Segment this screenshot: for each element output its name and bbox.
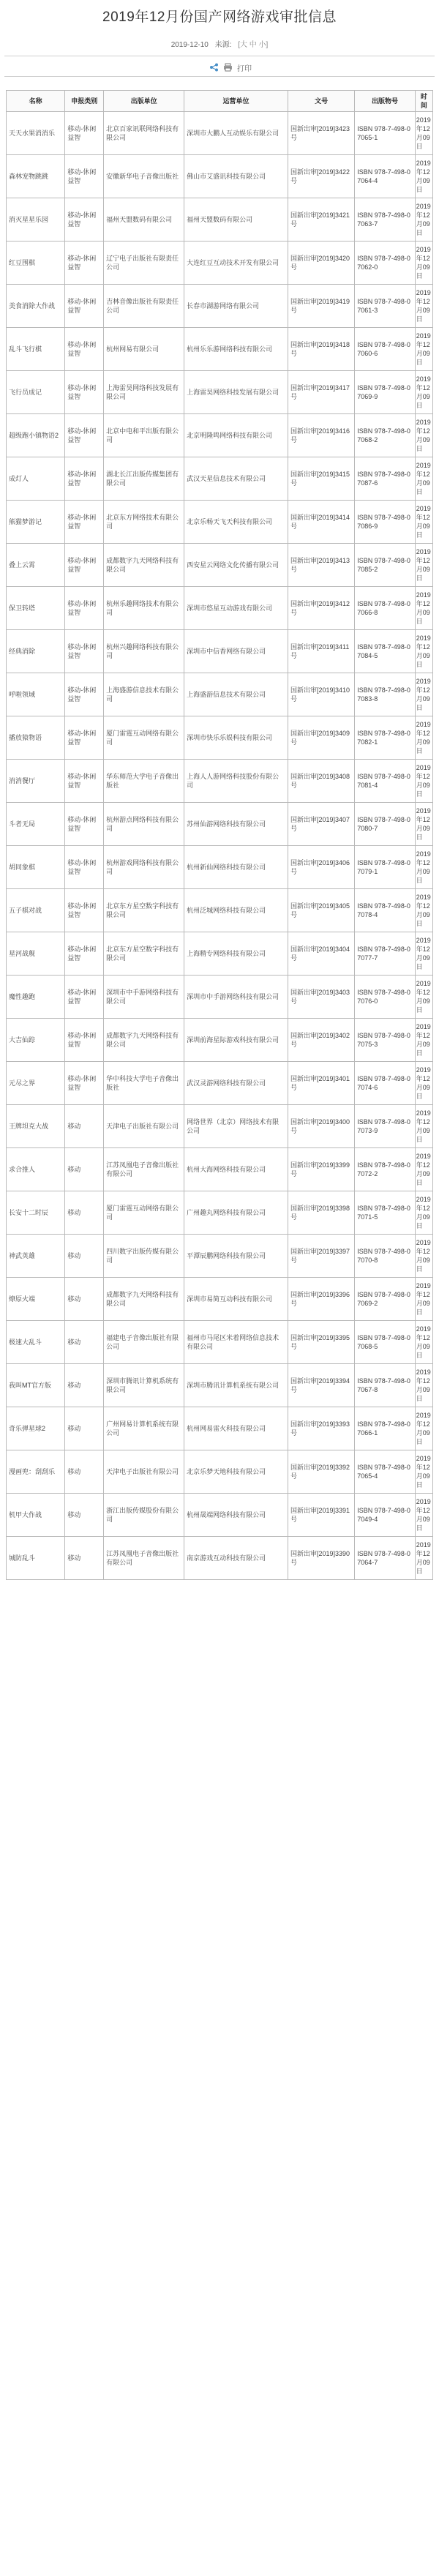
approval-date-cell: 2019年12月09日 [415,242,432,285]
category-cell: 移动-休闲益智 [65,716,104,760]
isbn-cell: ISBN 978-7-498-07083-8 [355,673,416,716]
game-name-cell: 我叫MT官方版 [7,1364,65,1407]
category-cell: 移动-休闲益智 [65,587,104,630]
category-cell: 移动-休闲益智 [65,112,104,155]
share-icon[interactable] [209,63,219,72]
document-number-cell: 国新出审[2019]3398号 [288,1191,354,1235]
operator-cell: 深圳市易简互动科技有限公司 [184,1278,288,1321]
document-number-cell: 国新出审[2019]3393号 [288,1407,354,1450]
approval-table [6,90,433,1580]
document-number-cell: 国新出审[2019]3404号 [288,932,354,976]
table-row [7,457,433,501]
game-name-cell: 星河战舰 [7,932,65,976]
operator-cell: 福州天盟数码有限公司 [184,198,288,242]
category-cell: 移动 [65,1235,104,1278]
publisher-cell: 厦门雷霆互动网络有限公司 [104,1191,184,1235]
category-cell: 移动-休闲益智 [65,976,104,1019]
column-header-date: 时间 [415,91,432,112]
publisher-cell: 天津电子出版社有限公司 [104,1450,184,1494]
isbn-cell: ISBN 978-7-498-07081-4 [355,760,416,803]
column-header-publisher: 出版单位 [104,91,184,112]
category-cell: 移动-休闲益智 [65,630,104,673]
operator-cell: 上海盛游信息技术有限公司 [184,673,288,716]
document-number-cell: 国新出审[2019]3410号 [288,673,354,716]
game-name-cell: 红豆围棋 [7,242,65,285]
isbn-cell: ISBN 978-7-498-07086-9 [355,501,416,544]
operator-cell: 上海雷昊网络科技发展有限公司 [184,371,288,414]
document-number-cell: 国新出审[2019]3415号 [288,457,354,501]
approval-date-cell: 2019年12月09日 [415,285,432,328]
publisher-cell: 成都数字九天网络科技有限公司 [104,544,184,587]
publisher-cell: 江苏凤凰电子音像出版社有限公司 [104,1537,184,1580]
category-cell: 移动 [65,1278,104,1321]
operator-cell: 武汉灵游网络科技有限公司 [184,1062,288,1105]
table-row [7,673,433,716]
font-size-switcher[interactable]: [大 中 小] [238,41,269,49]
document-number-cell: 国新出审[2019]3391号 [288,1494,354,1537]
isbn-cell: ISBN 978-7-498-07080-7 [355,803,416,846]
publisher-cell: 深圳市腾讯计算机系统有限公司 [104,1364,184,1407]
publisher-cell: 北京东方星空数字科技有限公司 [104,932,184,976]
approval-date-cell: 2019年12月09日 [415,457,432,501]
approval-date-cell: 2019年12月09日 [415,1062,432,1105]
game-name-cell: 斗者无局 [7,803,65,846]
isbn-cell: ISBN 978-7-498-07066-8 [355,587,416,630]
table-row [7,414,433,457]
approval-date-cell: 2019年12月09日 [415,1321,432,1364]
publisher-cell: 华东师范大学电子音像出版社 [104,760,184,803]
article-toolbar [209,61,252,74]
document-number-cell: 国新出审[2019]3414号 [288,501,354,544]
table-row [7,1537,433,1580]
category-cell: 移动 [65,1191,104,1235]
document-number-cell: 国新出审[2019]3401号 [288,1062,354,1105]
isbn-cell: ISBN 978-7-498-07087-6 [355,457,416,501]
category-cell: 移动-休闲益智 [65,371,104,414]
operator-cell: 北京明隆鸣网络科技有限公司 [184,414,288,457]
approval-date-cell: 2019年12月09日 [415,371,432,414]
table-row [7,630,433,673]
game-name-cell: 求合推人 [7,1148,65,1191]
document-number-cell: 国新出审[2019]3395号 [288,1321,354,1364]
isbn-cell: ISBN 978-7-498-07077-7 [355,932,416,976]
approval-date-cell: 2019年12月09日 [415,1494,432,1537]
publisher-cell: 华中科技大学电子音像出版社 [104,1062,184,1105]
table-header-row [7,91,433,112]
publisher-cell: 成都数字九天网络科技有限公司 [104,1019,184,1062]
isbn-cell: ISBN 978-7-498-07069-9 [355,371,416,414]
document-number-cell: 国新出审[2019]3421号 [288,198,354,242]
approval-date-cell: 2019年12月09日 [415,846,432,889]
publisher-cell: 安徽新华电子音像出版社 [104,155,184,198]
operator-cell: 深圳市中信香网络有限公司 [184,630,288,673]
isbn-cell: ISBN 978-7-498-07084-5 [355,630,416,673]
approval-date-cell: 2019年12月09日 [415,1019,432,1062]
table-row [7,1278,433,1321]
table-row [7,1148,433,1191]
game-name-cell: 长安十二时辰 [7,1191,65,1235]
approval-date-cell: 2019年12月09日 [415,630,432,673]
game-name-cell: 熊猫梦游记 [7,501,65,544]
table-row [7,328,433,371]
game-name-cell: 成灯人 [7,457,65,501]
table-row [7,1191,433,1235]
isbn-cell: ISBN 978-7-498-07067-8 [355,1364,416,1407]
category-cell: 移动 [65,1407,104,1450]
isbn-cell: ISBN 978-7-498-07078-4 [355,889,416,932]
isbn-cell: ISBN 978-7-498-07065-4 [355,1450,416,1494]
publisher-cell: 四川数字出版传媒有限公司 [104,1235,184,1278]
operator-cell: 深圳市悠星互动游戏有限公司 [184,587,288,630]
isbn-cell: ISBN 978-7-498-07063-7 [355,198,416,242]
category-cell: 移动 [65,1364,104,1407]
isbn-cell: ISBN 978-7-498-07064-4 [355,155,416,198]
publisher-cell: 吉林音像出版社有限责任公司 [104,285,184,328]
game-name-cell: 乱斗飞行棋 [7,328,65,371]
operator-cell: 杭州网易雷火科技有限公司 [184,1407,288,1450]
table-row [7,1105,433,1148]
category-cell: 移动 [65,1148,104,1191]
operator-cell: 西安星云网络文化传播有限公司 [184,544,288,587]
operator-cell: 福州市马尾区米着网络信息技术有限公司 [184,1321,288,1364]
operator-cell: 杭州新仙网络科技有限公司 [184,846,288,889]
approval-date-cell: 2019年12月09日 [415,1148,432,1191]
approval-date-cell: 2019年12月09日 [415,1278,432,1321]
isbn-cell: ISBN 978-7-498-07074-6 [355,1062,416,1105]
operator-cell: 大连红豆互动技术开发有限公司 [184,242,288,285]
table-row [7,544,433,587]
operator-cell: 佛山市艾盛讯科技有限公司 [184,155,288,198]
operator-cell: 深圳市大鹏人互动娱乐有限公司 [184,112,288,155]
game-name-cell: 经典消除 [7,630,65,673]
category-cell: 移动-休闲益智 [65,673,104,716]
approval-date-cell: 2019年12月09日 [415,328,432,371]
category-cell: 移动-休闲益智 [65,414,104,457]
category-cell: 移动-休闲益智 [65,155,104,198]
publisher-cell: 杭州游点网络科技有限公司 [104,803,184,846]
table-row [7,155,433,198]
table-row [7,112,433,155]
operator-cell: 深圳市快乐乐娱科技有限公司 [184,716,288,760]
category-cell: 移动 [65,1450,104,1494]
isbn-cell: ISBN 978-7-498-07065-1 [355,112,416,155]
source-label: 来源: [214,41,232,49]
game-name-cell: 大吉仙踪 [7,1019,65,1062]
publisher-cell: 福州天盟数码有限公司 [104,198,184,242]
approval-date-cell: 2019年12月09日 [415,1537,432,1580]
approval-date-cell: 2019年12月09日 [415,1364,432,1407]
category-cell: 移动-休闲益智 [65,198,104,242]
document-number-cell: 国新出审[2019]3408号 [288,760,354,803]
operator-cell: 上海精专网络科技有限公司 [184,932,288,976]
table-row [7,1062,433,1105]
table-row [7,1235,433,1278]
operator-cell: 北京乐畅天飞天科技有限公司 [184,501,288,544]
approval-date-cell: 2019年12月09日 [415,198,432,242]
game-name-cell: 魔性趣跑 [7,976,65,1019]
column-header-category: 申报类别 [65,91,104,112]
isbn-cell: ISBN 978-7-498-07070-8 [355,1235,416,1278]
isbn-cell: ISBN 978-7-498-07068-2 [355,414,416,457]
approval-date-cell: 2019年12月09日 [415,112,432,155]
table-row [7,501,433,544]
publisher-cell: 北京东方星空数字科技有限公司 [104,889,184,932]
table-row [7,976,433,1019]
game-name-cell: 飞行员成记 [7,371,65,414]
approval-date-cell: 2019年12月09日 [415,1407,432,1450]
isbn-cell: ISBN 978-7-498-07049-4 [355,1494,416,1537]
operator-cell: 广州趣丸网络科技有限公司 [184,1191,288,1235]
game-name-cell: 五子棋对战 [7,889,65,932]
isbn-cell: ISBN 978-7-498-07071-5 [355,1191,416,1235]
publisher-cell: 厦门雷霆互动网络有限公司 [104,716,184,760]
category-cell: 移动-休闲益智 [65,285,104,328]
publisher-cell: 天津电子出版社有限公司 [104,1105,184,1148]
table-row [7,760,433,803]
publisher-cell: 杭州兴趣网络科技有限公司 [104,630,184,673]
document-number-cell: 国新出审[2019]3422号 [288,155,354,198]
operator-cell: 深圳前海星际游戏科技有限公司 [184,1019,288,1062]
document-number-cell: 国新出审[2019]3419号 [288,285,354,328]
category-cell: 移动-休闲益智 [65,846,104,889]
approval-date-cell: 2019年12月09日 [415,155,432,198]
operator-cell: 苏州仙游网络科技有限公司 [184,803,288,846]
operator-cell: 杭州晟端网络科技有限公司 [184,1494,288,1537]
isbn-cell: ISBN 978-7-498-07066-1 [355,1407,416,1450]
game-name-cell: 森林宠物跳跳 [7,155,65,198]
game-name-cell: 漫画兜：刮刮乐 [7,1450,65,1494]
game-name-cell: 城防乱斗 [7,1537,65,1580]
table-row [7,371,433,414]
approval-date-cell: 2019年12月09日 [415,803,432,846]
document-number-cell: 国新出审[2019]3413号 [288,544,354,587]
approval-date-cell: 2019年12月09日 [415,760,432,803]
publisher-cell: 浙江出版传媒股份有限公司 [104,1494,184,1537]
column-header-operator: 运营单位 [184,91,288,112]
document-number-cell: 国新出审[2019]3396号 [288,1278,354,1321]
game-name-cell: 保卫转塔 [7,587,65,630]
approval-date-cell: 2019年12月09日 [415,501,432,544]
document-number-cell: 国新出审[2019]3411号 [288,630,354,673]
game-name-cell: 超级跑小镇物语2 [7,414,65,457]
operator-cell: 武汉天星信息技术有限公司 [184,457,288,501]
approval-date-cell: 2019年12月09日 [415,1105,432,1148]
operator-cell: 杭州乐乐游网络科技有限公司 [184,328,288,371]
table-row [7,1019,433,1062]
category-cell: 移动 [65,1321,104,1364]
category-cell: 移动 [65,1537,104,1580]
table-row [7,803,433,846]
game-name-cell: 呼啦领域 [7,673,65,716]
document-number-cell: 国新出审[2019]3403号 [288,976,354,1019]
approval-date-cell: 2019年12月09日 [415,716,432,760]
document-number-cell: 国新出审[2019]3397号 [288,1235,354,1278]
game-name-cell: 消灭星星乐园 [7,198,65,242]
print-link[interactable]: 打印 [237,64,252,73]
approval-date-cell: 2019年12月09日 [415,414,432,457]
game-name-cell: 王牌坦克大战 [7,1105,65,1148]
table-row [7,285,433,328]
publisher-cell: 杭州网易有限公司 [104,328,184,371]
document-number-cell: 国新出审[2019]3406号 [288,846,354,889]
approval-date-cell: 2019年12月09日 [415,673,432,716]
publisher-cell: 北京百家讯联网络科技有限公司 [104,112,184,155]
document-number-cell: 国新出审[2019]3402号 [288,1019,354,1062]
approval-date-cell: 2019年12月09日 [415,1235,432,1278]
operator-cell: 杭州泛城网络科技有限公司 [184,889,288,932]
category-cell: 移动-休闲益智 [65,328,104,371]
table-row [7,242,433,285]
isbn-cell: ISBN 978-7-498-07076-0 [355,976,416,1019]
toolbar-divider [4,76,435,77]
publisher-cell: 江苏凤凰电子音像出版社有限公司 [104,1148,184,1191]
game-name-cell: 胡同象棋 [7,846,65,889]
document-number-cell: 国新出审[2019]3417号 [288,371,354,414]
publisher-cell: 北京中电和平出版有限公司 [104,414,184,457]
document-number-cell: 国新出审[2019]3409号 [288,716,354,760]
category-cell: 移动 [65,1494,104,1537]
game-name-cell: 消消餐厅 [7,760,65,803]
publisher-cell: 广州网易计算机系统有限公司 [104,1407,184,1450]
category-cell: 移动 [65,1105,104,1148]
column-header-document-no: 文号 [288,91,354,112]
isbn-cell: ISBN 978-7-498-07079-1 [355,846,416,889]
approval-date-cell: 2019年12月09日 [415,1450,432,1494]
table-row [7,846,433,889]
isbn-cell: ISBN 978-7-498-07085-2 [355,544,416,587]
publisher-cell: 成都数字九天网络科技有限公司 [104,1278,184,1321]
game-name-cell: 美食消除大作战 [7,285,65,328]
document-number-cell: 国新出审[2019]3390号 [288,1537,354,1580]
category-cell: 移动-休闲益智 [65,1019,104,1062]
operator-cell: 长春市湖游网络有限公司 [184,285,288,328]
game-name-cell: 奇乐弹星球2 [7,1407,65,1450]
operator-cell: 南京游戏互动科技有限公司 [184,1537,288,1580]
isbn-cell: ISBN 978-7-498-07068-5 [355,1321,416,1364]
table-row [7,889,433,932]
table-row [7,1321,433,1364]
publisher-cell: 湖北长江出版传媒集团有限公司 [104,457,184,501]
publisher-cell: 上海盛游信息技术有限公司 [104,673,184,716]
category-cell: 移动-休闲益智 [65,760,104,803]
table-row [7,716,433,760]
publisher-cell: 上海雷昊网络科技发展有限公司 [104,371,184,414]
table-row [7,587,433,630]
isbn-cell: ISBN 978-7-498-07064-7 [355,1537,416,1580]
document-number-cell: 国新出审[2019]3418号 [288,328,354,371]
document-number-cell: 国新出审[2019]3399号 [288,1148,354,1191]
document-number-cell: 国新出审[2019]3412号 [288,587,354,630]
document-number-cell: 国新出审[2019]3420号 [288,242,354,285]
game-name-cell: 燎原火端 [7,1278,65,1321]
category-cell: 移动-休闲益智 [65,242,104,285]
article-meta [0,38,439,49]
game-name-cell: 播放猿物语 [7,716,65,760]
isbn-cell: ISBN 978-7-498-07072-2 [355,1148,416,1191]
table-row [7,1407,433,1450]
column-header-isbn: 出版物号 [355,91,416,112]
isbn-cell: ISBN 978-7-498-07061-3 [355,285,416,328]
publisher-cell: 福建电子音像出版社有限公司 [104,1321,184,1364]
isbn-cell: ISBN 978-7-498-07060-6 [355,328,416,371]
isbn-cell: ISBN 978-7-498-07062-0 [355,242,416,285]
category-cell: 移动-休闲益智 [65,457,104,501]
publisher-cell: 深圳市中手游网络科技有限公司 [104,976,184,1019]
operator-cell: 北京乐梦天地科技有限公司 [184,1450,288,1494]
isbn-cell: ISBN 978-7-498-07069-2 [355,1278,416,1321]
publisher-cell: 北京东方网络技术有限公司 [104,501,184,544]
approval-date-cell: 2019年12月09日 [415,932,432,976]
game-name-cell: 机甲大作战 [7,1494,65,1537]
isbn-cell: ISBN 978-7-498-07082-1 [355,716,416,760]
operator-cell: 深圳市腾讯计算机系统有限公司 [184,1364,288,1407]
category-cell: 移动-休闲益智 [65,803,104,846]
document-number-cell: 国新出审[2019]3392号 [288,1450,354,1494]
print-icon[interactable] [223,63,233,72]
table-row [7,932,433,976]
category-cell: 移动-休闲益智 [65,932,104,976]
category-cell: 移动-休闲益智 [65,1062,104,1105]
table-row [7,1450,433,1494]
game-name-cell: 极速大乱斗 [7,1321,65,1364]
isbn-cell: ISBN 978-7-498-07075-3 [355,1019,416,1062]
publisher-cell: 杭州乐趣网络技术有限公司 [104,587,184,630]
game-name-cell: 神武英雄 [7,1235,65,1278]
document-number-cell: 国新出审[2019]3405号 [288,889,354,932]
approval-date-cell: 2019年12月09日 [415,1191,432,1235]
game-name-cell: 元尽之界 [7,1062,65,1105]
game-name-cell: 叠上云霄 [7,544,65,587]
table-row [7,198,433,242]
operator-cell: 深圳市中手游网络科技有限公司 [184,976,288,1019]
approval-date-cell: 2019年12月09日 [415,889,432,932]
column-header-name: 名称 [7,91,65,112]
page-title: 2019年12月份国产网络游戏审批信息 [102,10,337,25]
document-number-cell: 国新出审[2019]3394号 [288,1364,354,1407]
category-cell: 移动-休闲益智 [65,889,104,932]
document-number-cell: 国新出审[2019]3416号 [288,414,354,457]
approval-date-cell: 2019年12月09日 [415,587,432,630]
isbn-cell: ISBN 978-7-498-07073-9 [355,1105,416,1148]
publisher-cell: 辽宁电子出版社有限责任公司 [104,242,184,285]
document-number-cell: 国新出审[2019]3400号 [288,1105,354,1148]
operator-cell: 平潭辰鹏网络科技有限公司 [184,1235,288,1278]
approval-date-cell: 2019年12月09日 [415,544,432,587]
category-cell: 移动-休闲益智 [65,501,104,544]
publish-date: 2019-12-10 [170,41,209,49]
approval-date-cell: 2019年12月09日 [415,976,432,1019]
operator-cell: 杭州大海网络科技有限公司 [184,1148,288,1191]
operator-cell: 上海人人游网络科技股份有限公司 [184,760,288,803]
table-body [7,112,433,1580]
document-number-cell: 国新出审[2019]3407号 [288,803,354,846]
table-row [7,1364,433,1407]
game-name-cell: 天天水果消消乐 [7,112,65,155]
table-row [7,1494,433,1537]
category-cell: 移动-休闲益智 [65,544,104,587]
operator-cell: 网络世界（北京）网络技术有限公司 [184,1105,288,1148]
document-number-cell: 国新出审[2019]3423号 [288,112,354,155]
publisher-cell: 杭州游戏网络科技有限公司 [104,846,184,889]
